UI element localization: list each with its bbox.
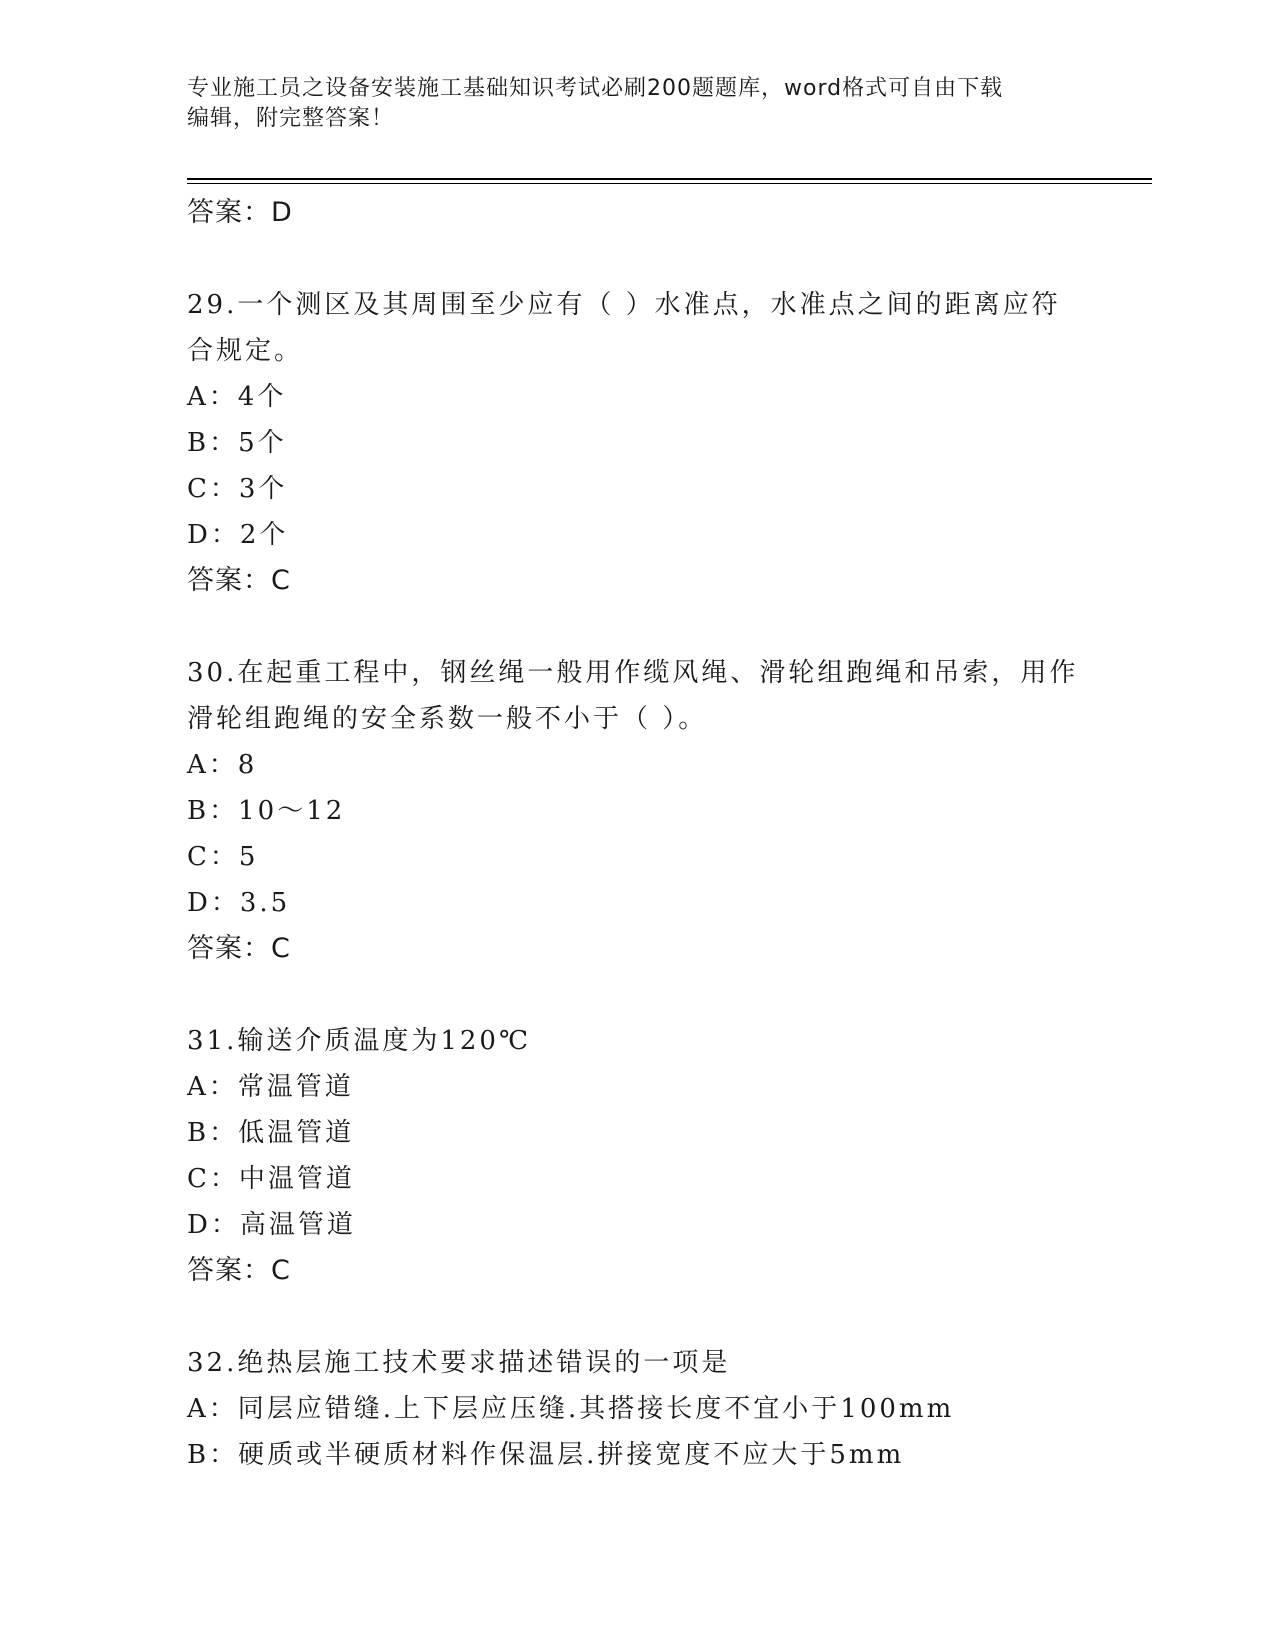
question-29-answer: 答案：C (187, 565, 291, 596)
spacer (187, 604, 1087, 650)
question-31-option-b: B：低温管道 (187, 1118, 355, 1148)
question-32-stem: 32.绝热层施工技术要求描述错误的一项是 (187, 1348, 731, 1378)
question-30-option-c: C：5 (187, 842, 259, 872)
question-list (187, 190, 1087, 1478)
header-line-1: 专业施工员之设备安装施工基础知识考试必刷200题题库，word格式可自由下载 (187, 76, 1004, 101)
question-29-option-a: A：4个 (187, 382, 287, 412)
spacer (187, 1294, 1087, 1340)
question-30-option-a: A：8 (187, 750, 258, 780)
question-31-answer: 答案：C (187, 1255, 291, 1286)
question-29-option-d: D：2个 (187, 520, 289, 550)
question-32-option-a: A：同层应错缝.上下层应压缝.其搭接长度不宜小于100mm (187, 1394, 955, 1424)
question-29-stem-line-2: 合规定。 (187, 336, 304, 366)
question-31-option-c: C：中温管道 (187, 1164, 355, 1194)
question-29-stem-line-1: 29.一个测区及其周围至少应有（ ）水准点，水准点之间的距离应符 (187, 290, 1061, 320)
question-31-stem: 31.输送介质温度为120℃ (187, 1026, 532, 1056)
question-29 (187, 282, 1087, 604)
question-32-option-b: B：硬质或半硬质材料作保温层.拼接宽度不应大于5mm (187, 1440, 905, 1470)
document-header (187, 74, 1087, 134)
question-31-option-d: D：高温管道 (187, 1210, 356, 1240)
question-31 (187, 1018, 1087, 1294)
header-divider-thin (187, 183, 1152, 184)
question-30-option-b: B：10～12 (187, 796, 346, 826)
spacer (187, 236, 1087, 282)
spacer (187, 972, 1087, 1018)
question-29-option-b: B：5个 (187, 428, 287, 458)
question-30 (187, 650, 1087, 972)
answer-28: 答案：D (187, 197, 293, 228)
question-30-stem-line-1: 30.在起重工程中，钢丝绳一般用作缆风绳、滑轮组跑绳和吊索，用作 (187, 658, 1079, 688)
question-29-option-c: C：3个 (187, 474, 288, 504)
header-line-2: 编辑，附完整答案！ (187, 106, 395, 131)
question-30-stem-line-2: 滑轮组跑绳的安全系数一般不小于（ ）。 (187, 704, 708, 734)
question-32 (187, 1340, 1087, 1478)
question-30-answer: 答案：C (187, 933, 291, 964)
question-30-option-d: D：3.5 (187, 888, 291, 918)
question-31-option-a: A：常温管道 (187, 1072, 354, 1102)
header-divider-thick (187, 178, 1152, 180)
